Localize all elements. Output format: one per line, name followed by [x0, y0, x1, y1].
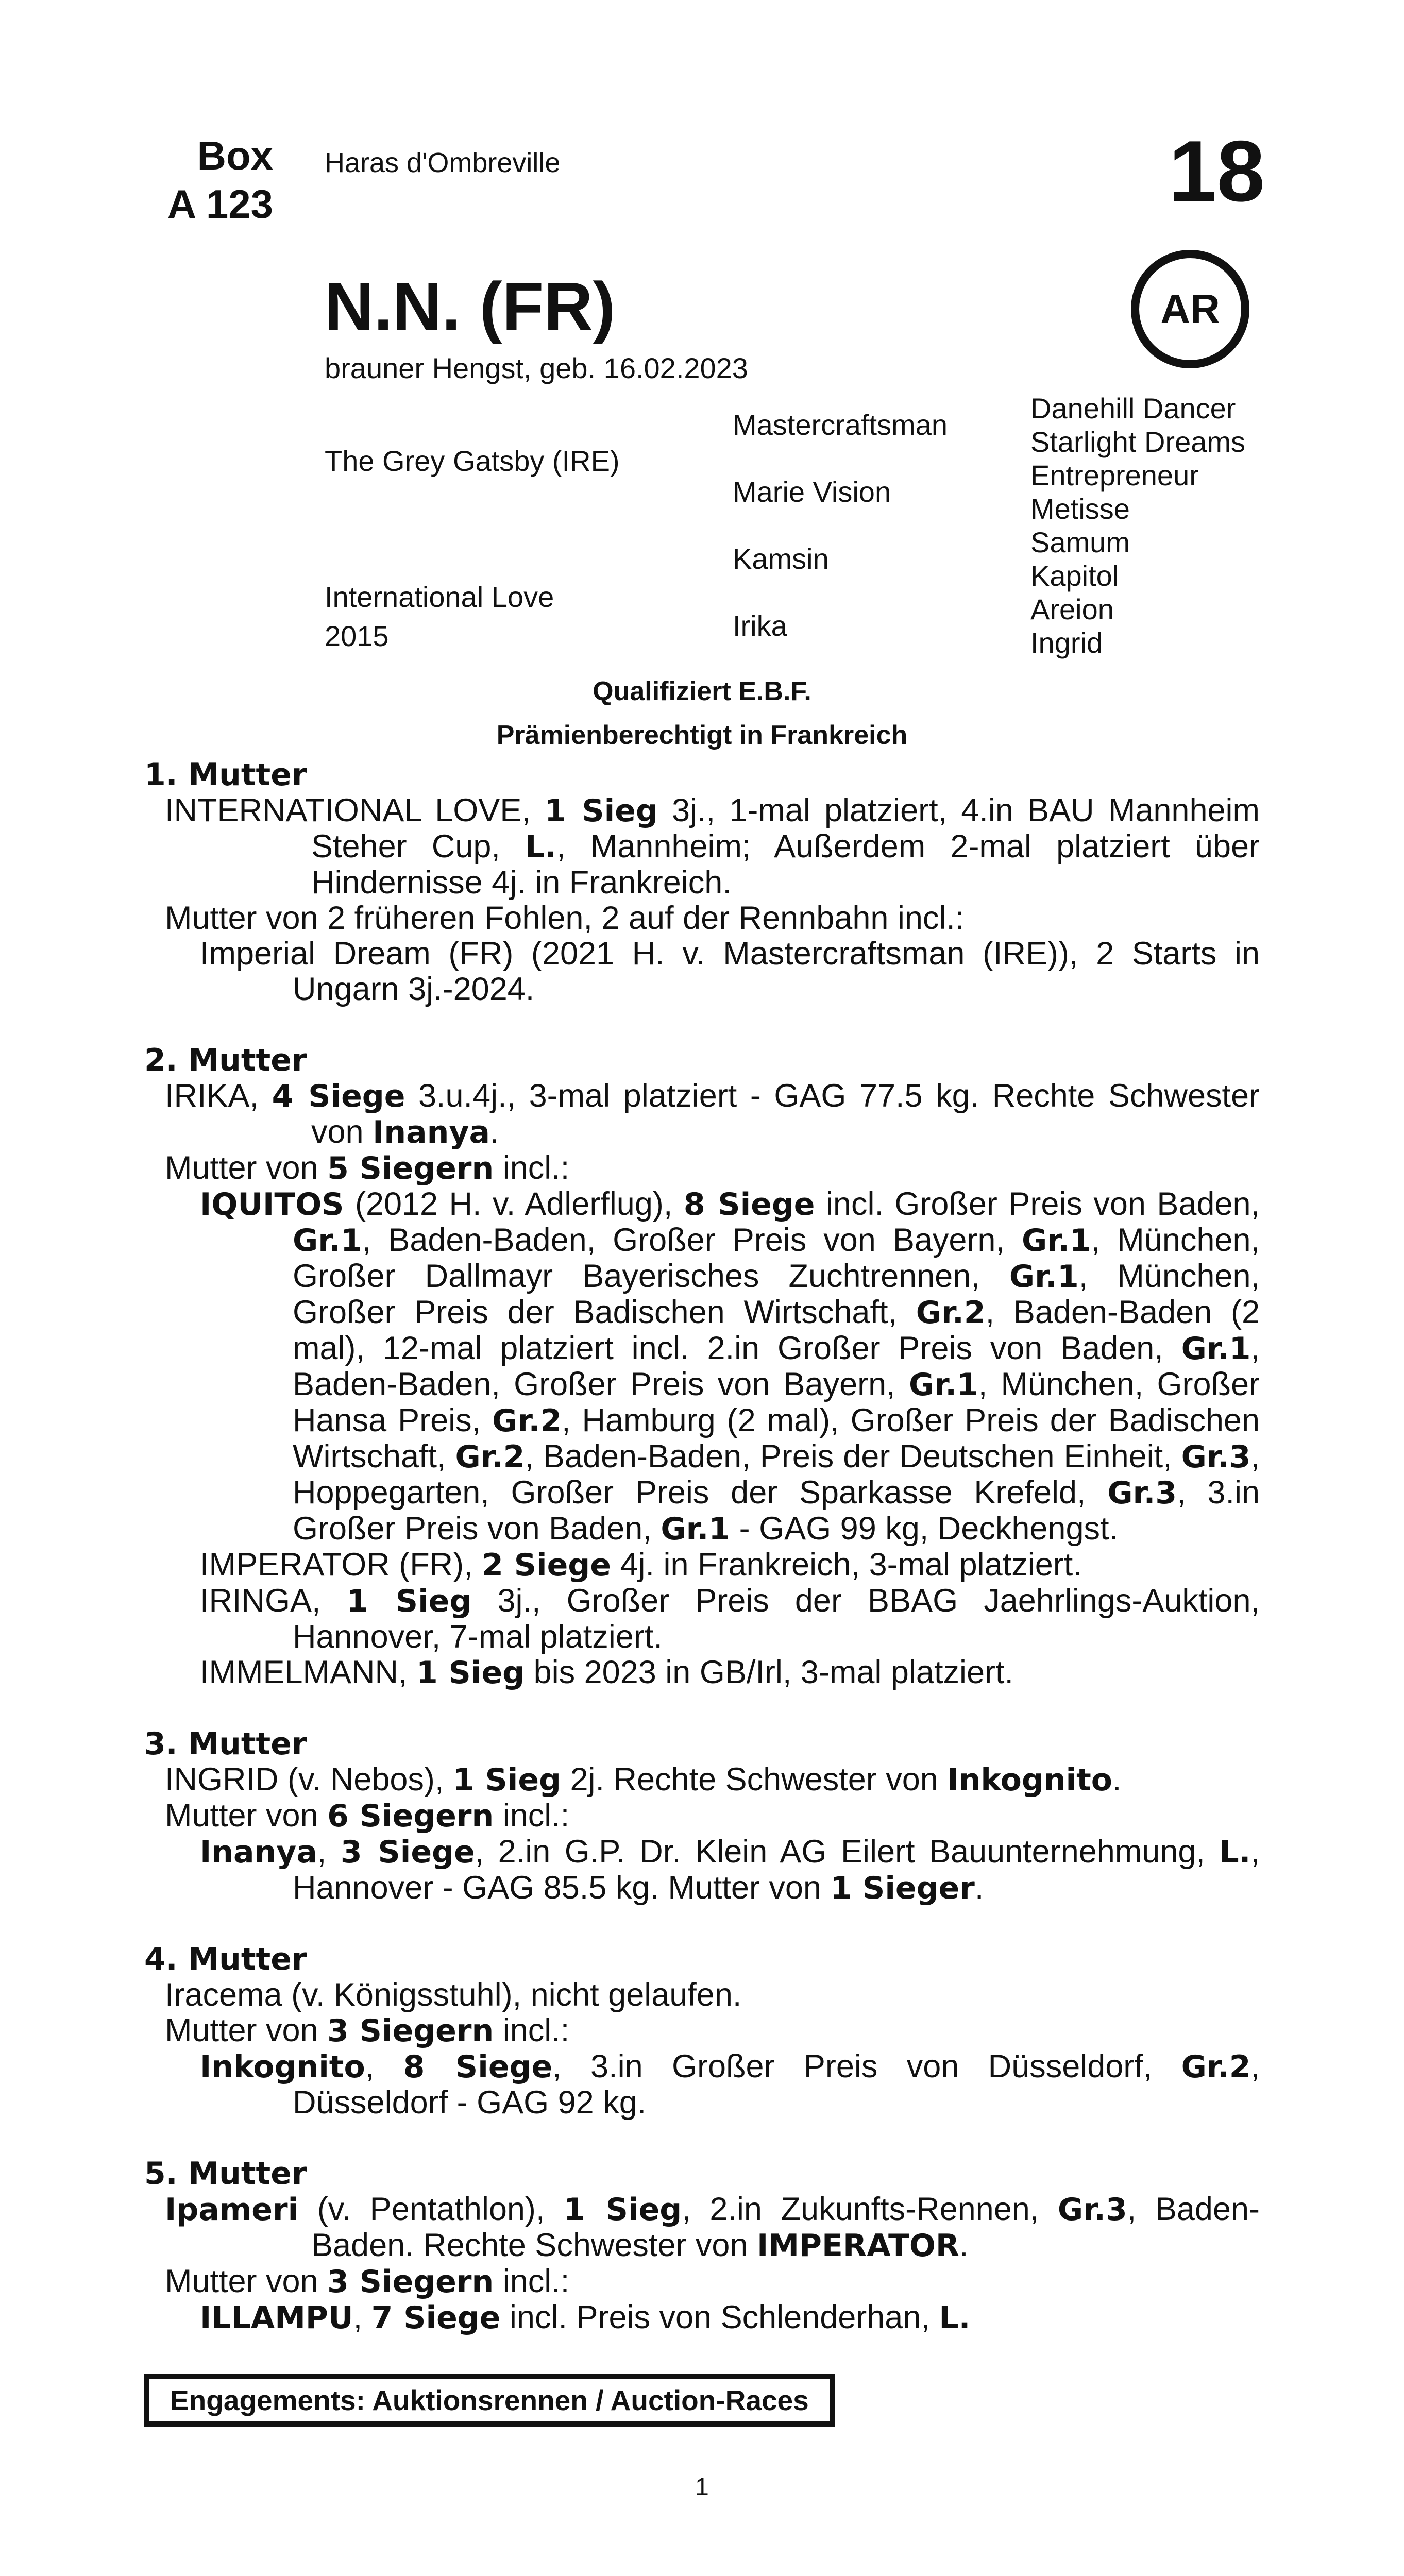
bold-highlight: ILLAMPU — [200, 2300, 353, 2336]
ar-badge-label: AR — [1160, 286, 1220, 332]
bold-highlight: Gr.1 — [1021, 1223, 1091, 1259]
section-paragraph: Mutter von 6 Siegern incl.: — [165, 1798, 570, 1834]
pedigree-dam-year: 2015 — [325, 620, 389, 652]
bold-highlight: Gr.2 — [1181, 2049, 1251, 2085]
bold-highlight: 3 Siegern — [327, 2264, 494, 2300]
section-paragraph: IRIKA, 4 Siege 3.u.4j., 3-mal platziert - GAG 77.5 kg. Rechte Schwester von Inanya. — [165, 1078, 1260, 1150]
bold-highlight: Gr.1 — [293, 1223, 362, 1259]
section-paragraph: IRINGA, 1 Sieg 3j., Großer Preis der BBAG Jaehrlings-Auktion, Hannover, 7-mal platziert. — [200, 1583, 1260, 1655]
bold-highlight: Inanya — [373, 1114, 490, 1150]
engagements-box: Engagements: Auktionsrennen / Auction-Races — [144, 2374, 835, 2427]
bold-highlight: 4 Siege — [272, 1078, 405, 1114]
catalogue-sections — [144, 757, 1260, 2336]
bold-highlight: L. — [525, 829, 557, 865]
section-heading: 2. Mutter — [144, 1042, 307, 1078]
bold-highlight: 1 Sieg — [416, 1655, 525, 1691]
pedigree-gen3-item: Starlight Dreams — [1030, 426, 1246, 458]
section-paragraph: Inkognito, 8 Siege, 3.in Großer Preis von Düsseldorf, Gr.2, Düsseldorf - GAG 92 kg. — [200, 2048, 1260, 2121]
pedigree-gen2-item: Kamsin — [733, 543, 829, 575]
ar-badge — [1131, 250, 1249, 368]
bold-highlight: Gr.2 — [455, 1439, 525, 1475]
section-heading: 5. Mutter — [144, 2156, 307, 2192]
bold-highlight: 2 Siege — [482, 1547, 611, 1583]
bold-highlight: Gr.3 — [1107, 1475, 1177, 1511]
lot-number: 18 — [1169, 123, 1265, 219]
pedigree-gen3-item: Ingrid — [1030, 626, 1103, 659]
bold-highlight: Ipameri — [165, 2192, 299, 2228]
section-paragraph: Mutter von 2 früheren Fohlen, 2 auf der Rennbahn incl.: — [165, 900, 965, 936]
section-paragraph: IQUITOS (2012 H. v. Adlerflug), 8 Siege incl. Großer Preis von Baden, Gr.1, Baden-Baden, Großer Preis von Bayern, Gr.1, München, Großer Dallmayr Bayerisches Zuchtrennen, Gr.1, München, Großer Preis der Badischen Wirtschaft, Gr.2, Baden-Baden (2 mal), 12-mal platziert incl. 2.in Großer Preis von Baden, Gr.1, Baden-Baden, Großer Preis von Bayern, Gr.1, München, Großer Hansa Preis, Gr.2, Hamburg (2 mal), Großer Preis der Badischen Wirtschaft, Gr.2, Baden-Baden, Preis der Deutschen Einheit, Gr.3, Hoppegarten, Großer Preis der Sparkasse Krefeld, Gr.3, 3.in Großer Preis von Baden, Gr.1 - GAG 99 kg, Deckhengst. — [200, 1186, 1260, 1547]
bold-highlight: 3 Siegern — [327, 2013, 494, 2049]
bold-highlight: IMPERATOR — [757, 2228, 960, 2264]
bold-highlight: 7 Siege — [371, 2300, 501, 2336]
bold-highlight: 1 Sieg — [564, 2192, 682, 2228]
bold-highlight: Gr.1 — [661, 1511, 731, 1547]
pedigree-gen2-item: Mastercraftsman — [733, 409, 948, 441]
bold-highlight: 1 Sieger — [830, 1870, 975, 1906]
section-paragraph: Mutter von 3 Siegern incl.: — [165, 2012, 570, 2049]
section-paragraph: INTERNATIONAL LOVE, 1 Sieg 3j., 1-mal platziert, 4.in BAU Mannheim Steher Cup, L., Mannheim; Außerdem 2-mal platziert über Hindernisse 4j. in Frankreich. — [165, 792, 1260, 901]
bold-highlight: Gr.3 — [1057, 2192, 1127, 2228]
pedigree-gen3-item: Metisse — [1030, 493, 1130, 525]
section-paragraph: Inanya, 3 Siege, 2.in G.P. Dr. Klein AG Eilert Bauunternehmung, L., Hannover - GAG 85.5 kg. Mutter von 1 Sieger. — [200, 1834, 1260, 1906]
section-heading: 1. Mutter — [144, 757, 307, 793]
section-heading: 3. Mutter — [144, 1726, 307, 1762]
section-paragraph: IMPERATOR (FR), 2 Siege 4j. in Frankreich, 3-mal platziert. — [200, 1547, 1082, 1583]
box-label — [144, 131, 273, 228]
pedigree-gen3-list — [1030, 392, 1245, 659]
qualification-france: Prämienberechtigt in Frankreich — [496, 720, 908, 750]
bold-highlight: Gr.1 — [908, 1367, 978, 1403]
section-heading: 4. Mutter — [144, 1941, 307, 1977]
bold-highlight: 8 Siege — [403, 2049, 553, 2085]
pedigree-gen3-item: Entrepreneur — [1030, 459, 1199, 492]
section-paragraph: Mutter von 3 Siegern incl.: — [165, 2263, 570, 2300]
bold-highlight: 8 Siege — [683, 1187, 815, 1223]
box-number: A 123 — [167, 181, 273, 227]
horse-name: N.N. (FR) — [325, 268, 616, 344]
bold-highlight: 6 Siegern — [327, 1798, 494, 1834]
bold-highlight: Inkognito — [200, 2049, 365, 2085]
bold-highlight: Gr.2 — [916, 1295, 986, 1331]
pedigree-sire: The Grey Gatsby (IRE) — [325, 445, 620, 477]
box-title: Box — [197, 133, 273, 178]
pedigree-gen3-item: Areion — [1030, 593, 1114, 625]
bold-highlight: 1 Sieg — [452, 1762, 561, 1798]
bold-highlight: Gr.2 — [492, 1403, 562, 1439]
page-number: 1 — [695, 2473, 709, 2501]
bold-highlight: Inanya — [200, 1834, 317, 1870]
bold-highlight: 1 Sieg — [545, 793, 658, 829]
section-paragraph: ILLAMPU, 7 Siege incl. Preis von Schlenderhan, L. — [200, 2299, 971, 2336]
bold-highlight: Gr.1 — [1009, 1259, 1079, 1295]
horse-description: brauner Hengst, geb. 16.02.2023 — [325, 352, 748, 384]
bold-highlight: 5 Siegern — [327, 1150, 494, 1187]
pedigree-gen3-item: Kapitol — [1030, 560, 1119, 592]
section-paragraph: INGRID (v. Nebos), 1 Sieg 2j. Rechte Schwester von Inkognito. — [165, 1761, 1122, 1798]
pedigree-dam: International Love — [325, 581, 554, 613]
bold-highlight: IQUITOS — [200, 1187, 344, 1223]
section-paragraph: Mutter von 5 Siegern incl.: — [165, 1150, 570, 1187]
section-paragraph: Ipameri (v. Pentathlon), 1 Sieg, 2.in Zukunfts-Rennen, Gr.3, Baden-Baden. Rechte Schwester von IMPERATOR. — [165, 2191, 1260, 2264]
bold-highlight: Gr.1 — [1181, 1331, 1251, 1367]
pedigree-gen2-item: Irika — [733, 609, 787, 642]
section-paragraph: IMMELMANN, 1 Sieg bis 2023 in GB/Irl, 3-mal platziert. — [200, 1654, 1013, 1691]
section-paragraph: Imperial Dream (FR) (2021 H. v. Mastercraftsman (IRE)), 2 Starts in Ungarn 3j.-2024. — [200, 936, 1260, 1007]
stud-name: Haras d'Ombreville — [325, 147, 561, 178]
bold-highlight: 3 Siege — [340, 1834, 475, 1870]
bold-highlight: Gr.3 — [1181, 1439, 1251, 1475]
bold-highlight: L. — [939, 2300, 971, 2336]
qualification-ebf: Qualifiziert E.B.F. — [593, 676, 811, 706]
pedigree-gen2-item: Marie Vision — [733, 476, 891, 508]
bold-highlight: L. — [1219, 1834, 1251, 1870]
pedigree-gen3-item: Danehill Dancer — [1030, 392, 1236, 425]
bold-highlight: 1 Sieg — [346, 1583, 472, 1619]
pedigree-gen3-item: Samum — [1030, 526, 1130, 558]
section-paragraph: Iracema (v. Königsstuhl), nicht gelaufen. — [165, 1977, 742, 2013]
bold-highlight: Inkognito — [947, 1762, 1113, 1798]
